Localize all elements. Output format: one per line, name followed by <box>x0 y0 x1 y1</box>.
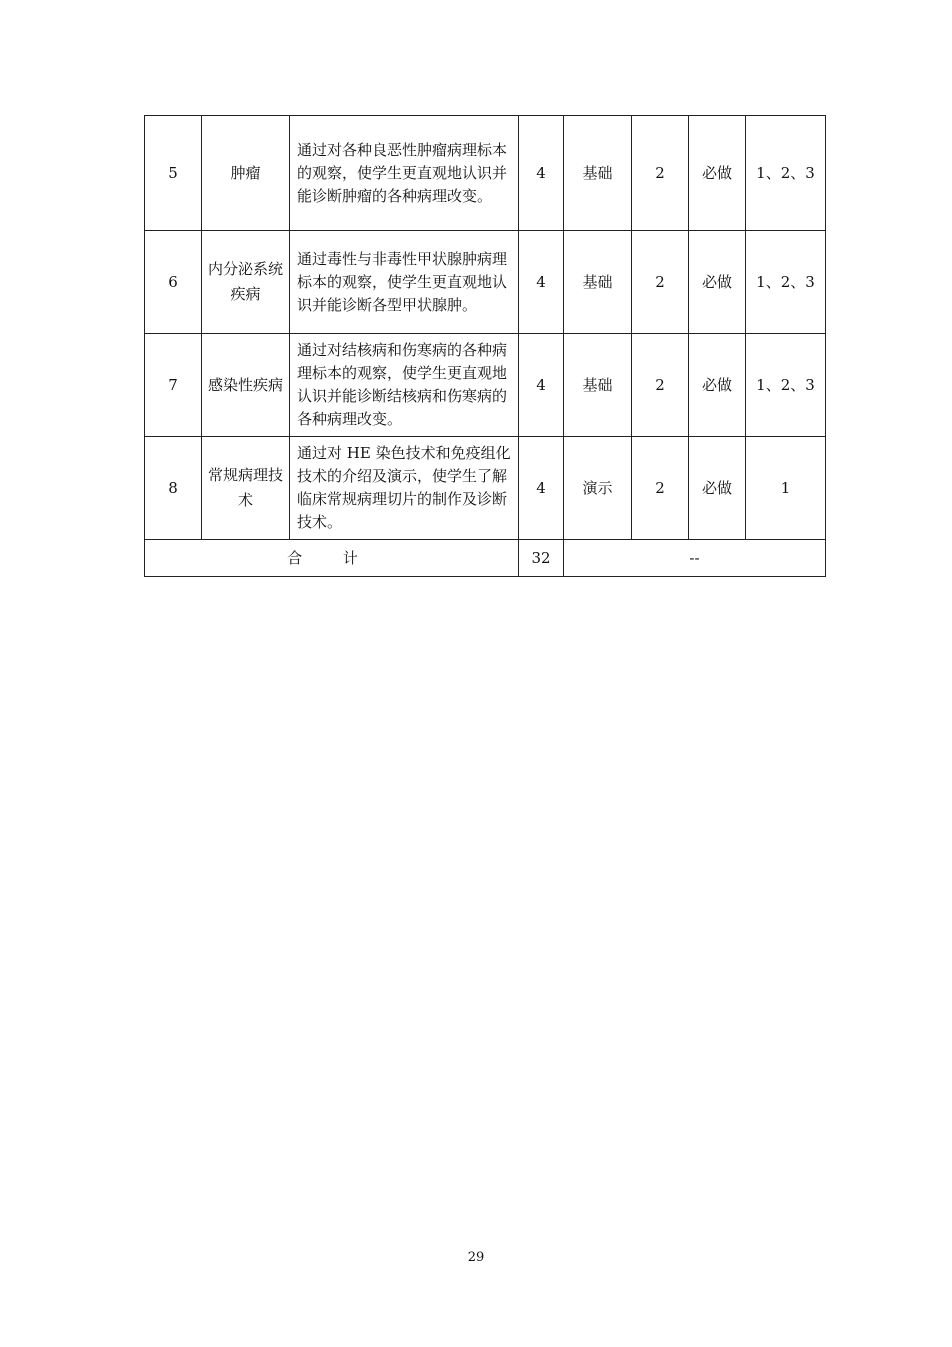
experiment-description: 通过毒性与非毒性甲状腺肿病理标本的观察，使学生更直观地认识并能诊断各型甲状腺肿。 <box>290 231 519 334</box>
row-number: 6 <box>145 231 202 334</box>
experiment-description: 通过对结核病和伤寒病的各种病理标本的观察，使学生更直观地认识并能诊断结核病和伤寒病的各种病理改变。 <box>290 334 519 437</box>
total-hours: 32 <box>519 540 564 577</box>
experiment-hours: 4 <box>519 334 564 437</box>
objective-mapping: 1、2、3 <box>746 334 826 437</box>
experiment-name: 内分泌系统疾病 <box>202 231 290 334</box>
experiment-hours: 4 <box>519 437 564 540</box>
experiment-type: 演示 <box>564 437 632 540</box>
page-number: 29 <box>467 1250 485 1265</box>
total-label: 合 计 <box>287 548 376 567</box>
objective-mapping: 1 <box>746 437 826 540</box>
table-row <box>145 334 826 437</box>
experiment-type: 基础 <box>564 231 632 334</box>
requirement: 必做 <box>689 437 746 540</box>
experiment-name: 肿瘤 <box>202 116 290 231</box>
requirement: 必做 <box>689 231 746 334</box>
experiment-hours: 4 <box>519 231 564 334</box>
group-size: 2 <box>632 437 689 540</box>
experiment-table <box>144 115 826 577</box>
row-number: 8 <box>145 437 202 540</box>
experiment-name: 常规病理技术 <box>202 437 290 540</box>
row-number: 7 <box>145 334 202 437</box>
experiment-type: 基础 <box>564 116 632 231</box>
table-row <box>145 116 826 231</box>
group-size: 2 <box>632 334 689 437</box>
requirement: 必做 <box>689 334 746 437</box>
table-row <box>145 437 826 540</box>
total-label-cell <box>145 540 519 577</box>
experiment-hours: 4 <box>519 116 564 231</box>
table-row <box>145 231 826 334</box>
experiment-name: 感染性疾病 <box>202 334 290 437</box>
row-number: 5 <box>145 116 202 231</box>
experiment-description: 通过对各种良恶性肿瘤病理标本的观察，使学生更直观地认识并能诊断肿瘤的各种病理改变。 <box>290 116 519 231</box>
requirement: 必做 <box>689 116 746 231</box>
experiment-type: 基础 <box>564 334 632 437</box>
total-rest: -- <box>564 540 826 577</box>
experiment-description: 通过对 HE 染色技术和免疫组化技术的介绍及演示，使学生了解临床常规病理切片的制作及诊断技术。 <box>290 437 519 540</box>
objective-mapping: 1、2、3 <box>746 231 826 334</box>
objective-mapping: 1、2、3 <box>746 116 826 231</box>
group-size: 2 <box>632 231 689 334</box>
group-size: 2 <box>632 116 689 231</box>
total-row <box>145 540 826 577</box>
